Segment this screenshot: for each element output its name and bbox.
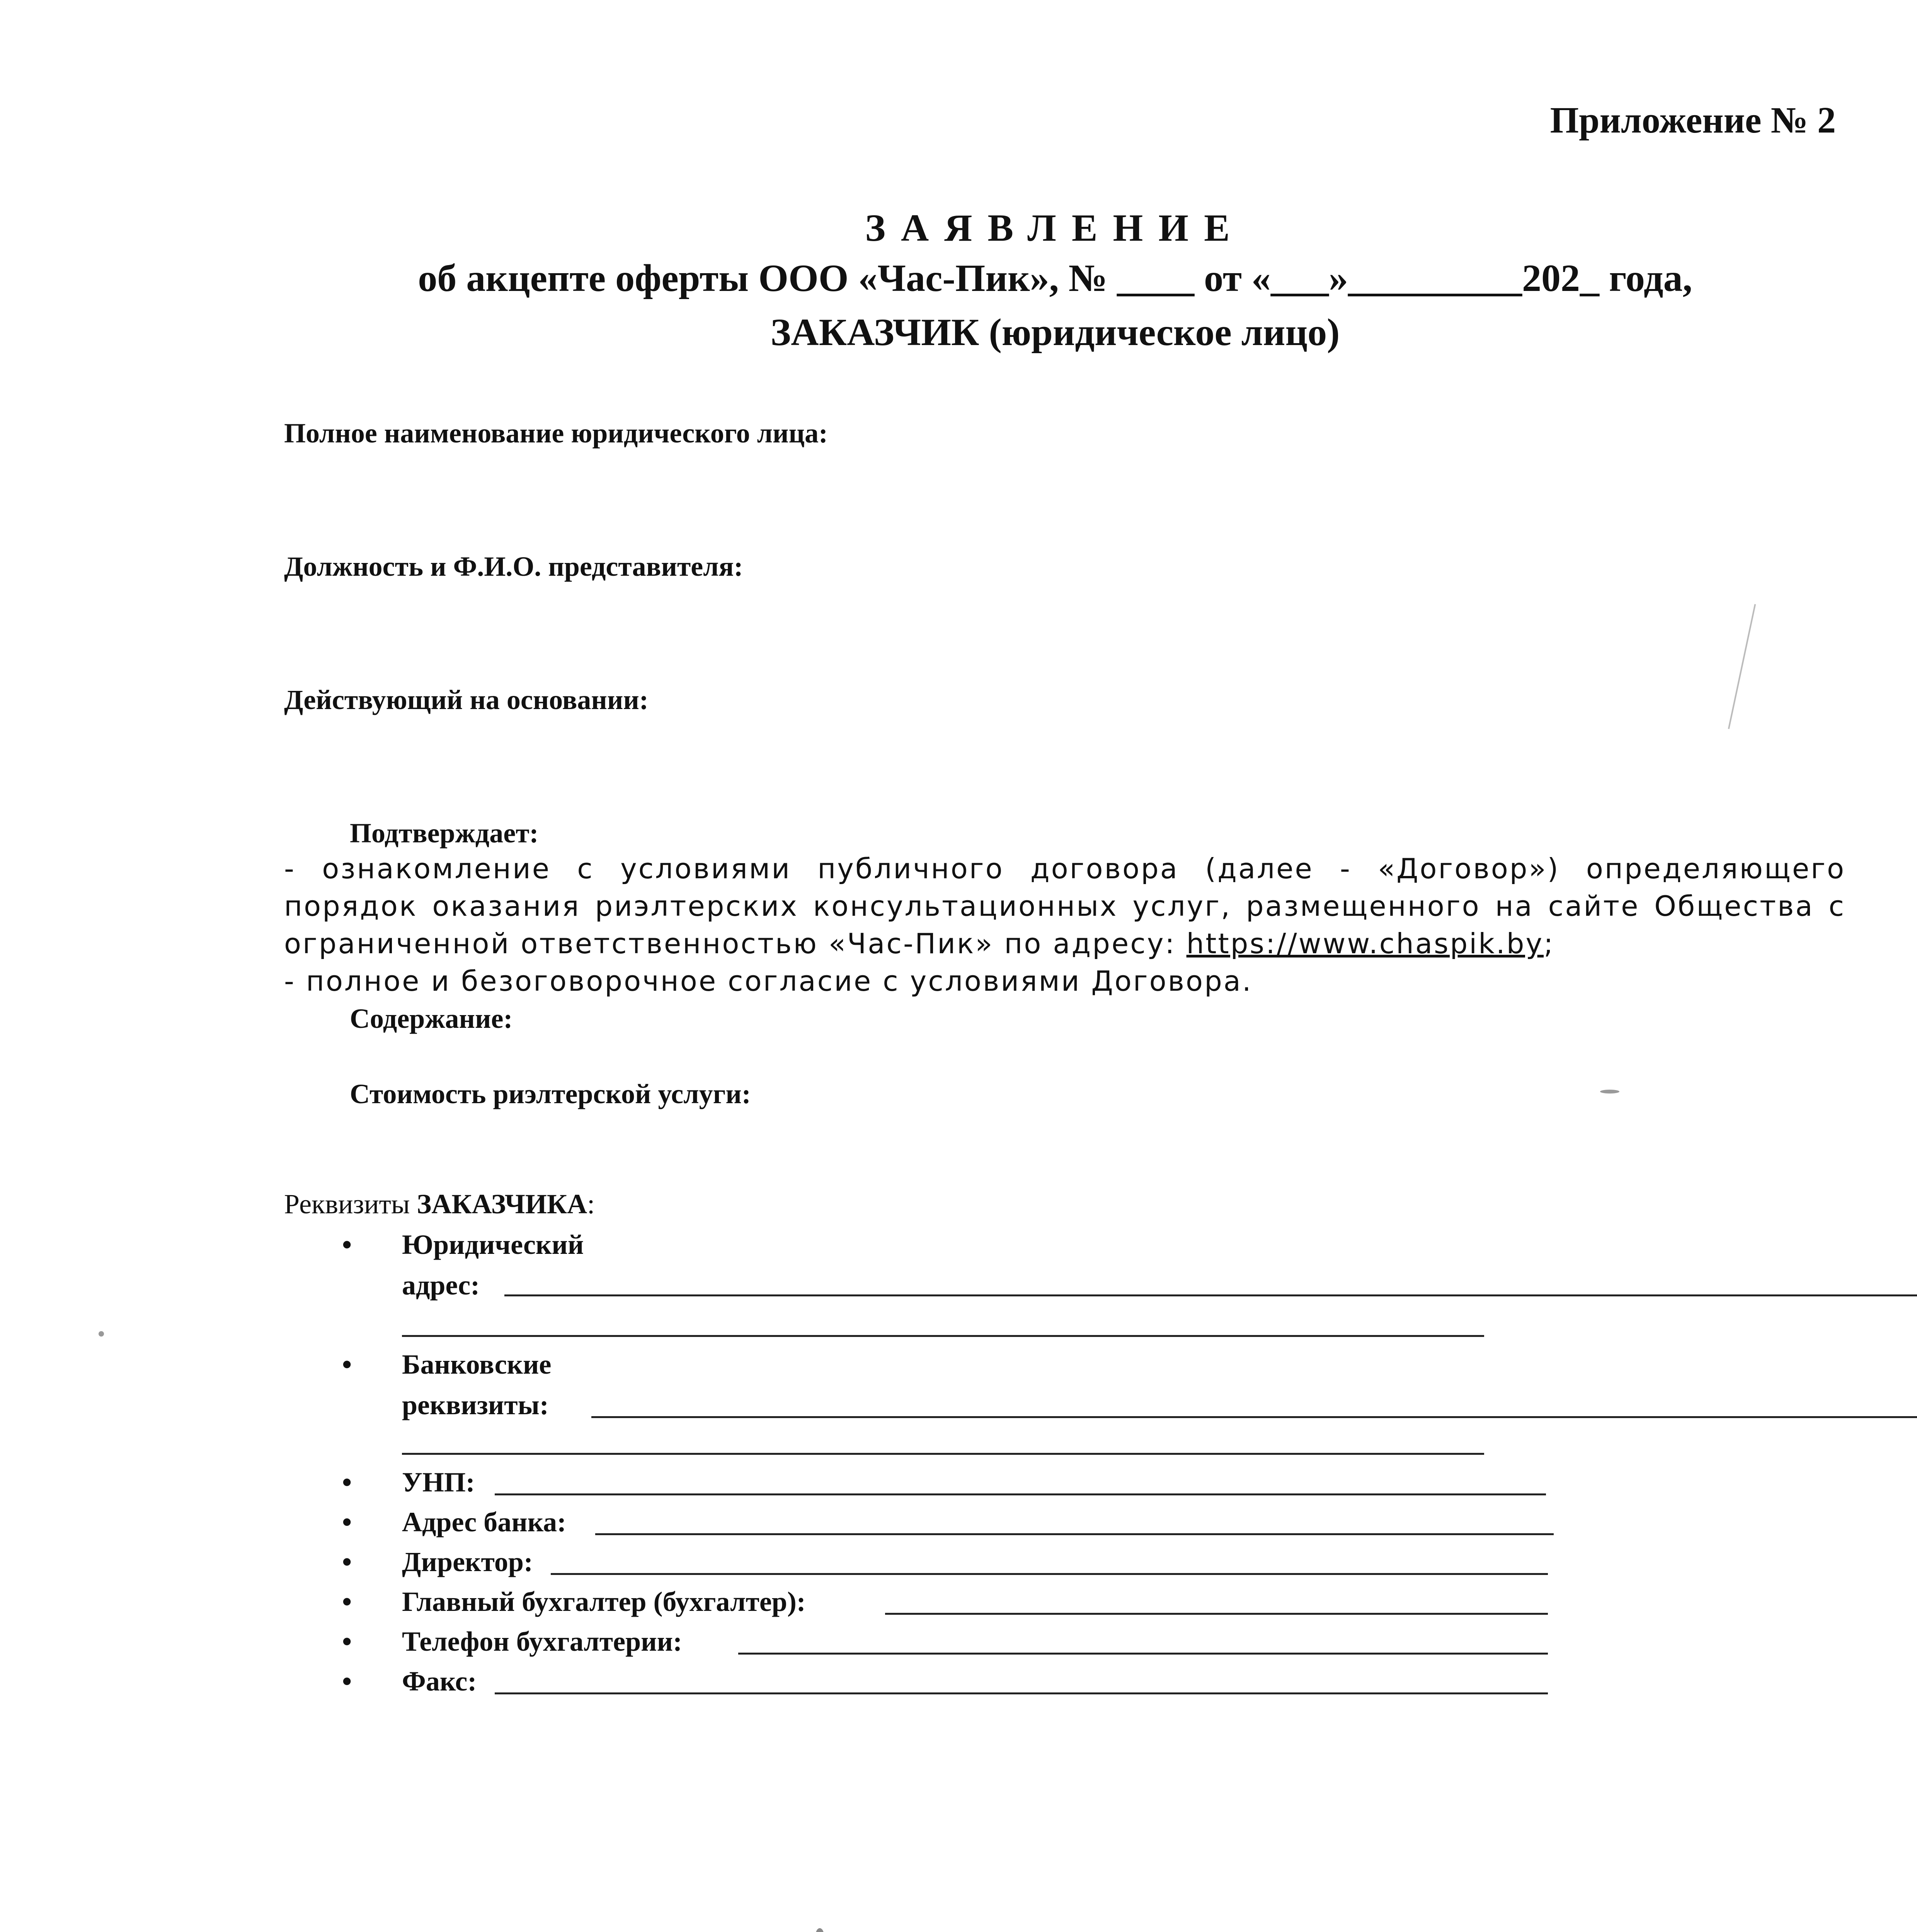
document-title: ЗАЯВЛЕНИЕ [865,206,1245,249]
bank-details-label-1: Банковские [402,1349,552,1380]
legal-address-line-1[interactable] [504,1294,1917,1296]
scan-speck [99,1331,104,1337]
bullet-icon: • [342,1666,352,1697]
confirm-item-1-text: - ознакомление с условиями публичного договора (далее - «Договор») определяющего порядок оказания риэлтерских консультационных услуг, размещенного на сайте Общества с ограниченной ответственностью «Час-Пик» по адресу: [284,852,1845,960]
fax-label: Факс: [402,1666,477,1697]
fax-line[interactable] [495,1692,1548,1694]
appendix-label: Приложение № 2 [1550,99,1836,141]
scan-speck [815,1928,824,1932]
unp-label: УНП: [402,1467,475,1498]
cost-label: Стоимость риэлтерской услуги: [350,1078,751,1109]
bullet-icon: • [342,1467,352,1498]
unp-line[interactable] [495,1493,1546,1495]
bullet-icon: • [342,1586,352,1617]
scan-speck [1600,1090,1619,1094]
confirm-item-1 [284,850,1845,963]
website-link[interactable]: https://www.chaspik.by [1186,927,1544,960]
requisites-heading-prefix: Реквизиты [284,1189,417,1219]
chief-accountant-label: Главный бухгалтер (бухгалтер): [402,1586,806,1617]
representative-label: Должность и Ф.И.О. представителя: [284,551,743,582]
legal-address-label-2: адрес: [402,1270,480,1301]
accounting-phone-line[interactable] [738,1653,1548,1655]
confirm-text [284,850,1845,1000]
bank-address-line[interactable] [595,1533,1554,1535]
requisites-heading-bold: ЗАКАЗЧИКА [417,1189,587,1219]
bullet-icon: • [342,1229,352,1260]
requisites-heading [284,1188,595,1220]
bank-address-label: Адрес банка: [402,1507,567,1537]
bullet-icon: • [342,1349,352,1380]
bullet-icon: • [342,1546,352,1577]
legal-address-label-1: Юридический [402,1229,584,1260]
bank-details-label-2: реквизиты: [402,1389,549,1420]
accounting-phone-label: Телефон бухгалтерии: [402,1626,683,1657]
director-line[interactable] [551,1573,1548,1575]
basis-label: Действующий на основании: [284,684,649,715]
director-label: Директор: [402,1546,533,1577]
confirm-heading: Подтверждает: [350,818,539,849]
full-name-label: Полное наименование юридического лица: [284,418,828,449]
legal-address-line-2[interactable] [402,1335,1484,1337]
chief-accountant-line[interactable] [885,1613,1548,1615]
bank-details-line-1[interactable] [591,1416,1917,1418]
confirm-item-2: - полное и безоговорочное согласие с условиями Договора. [284,965,1253,997]
document-party: ЗАКАЗЧИК (юридическое лицо) [770,311,1340,354]
bullet-icon: • [342,1626,352,1657]
document-subtitle: об акцепте оферты ООО «Час-Пик», № ____ от «___»_________202_ года, [418,257,1692,299]
confirm-item-1-end: ; [1544,927,1555,960]
bullet-icon: • [342,1507,352,1537]
requisites-heading-suffix: : [587,1189,595,1219]
bank-details-line-2[interactable] [402,1453,1484,1455]
scan-mark [1728,604,1756,729]
content-label: Содержание: [350,1003,513,1034]
